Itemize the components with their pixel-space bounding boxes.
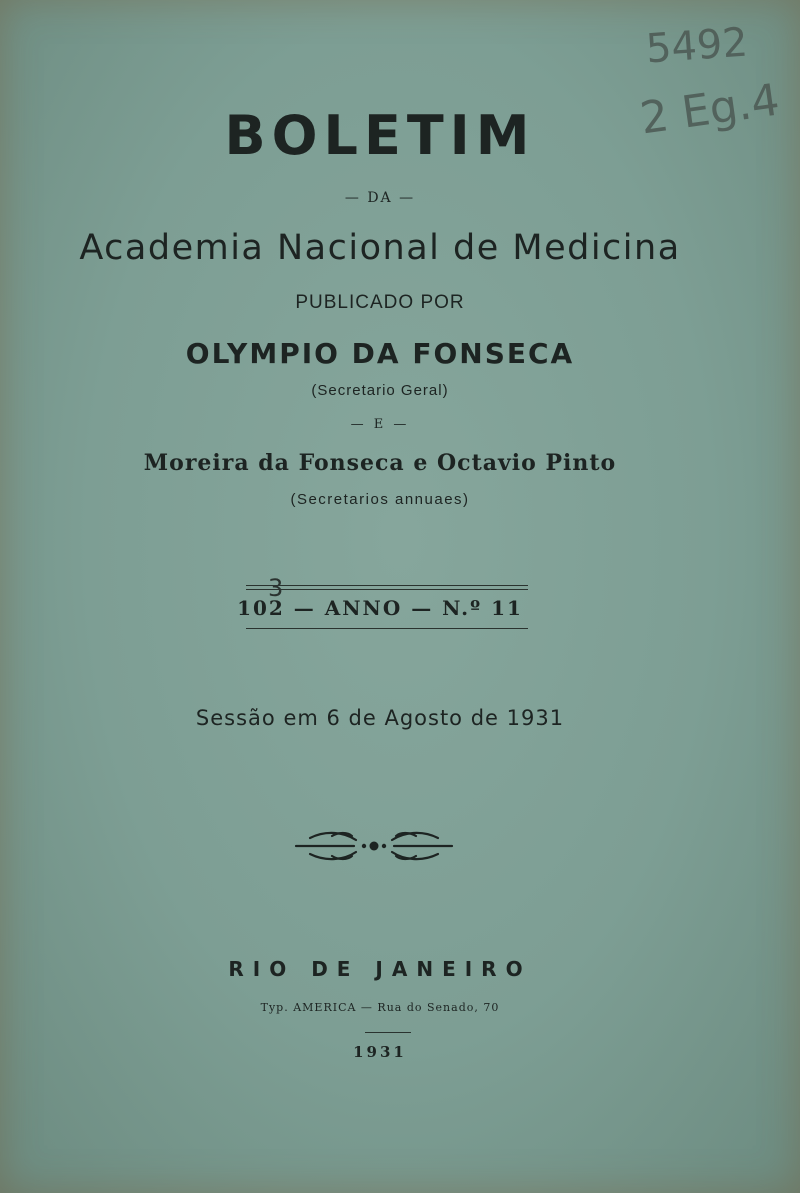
editor-name: OLYMPIO DA FONSECA <box>185 337 575 370</box>
pencil-line-1: 5492 <box>644 19 750 73</box>
issue-number: 102 — ANNO — N.º 11 <box>237 596 523 620</box>
year-rule <box>365 1032 411 1033</box>
issue-rule-top-2 <box>246 589 528 590</box>
issue-rule-top <box>246 585 528 586</box>
editor-role: (Secretario Geral) <box>311 382 449 399</box>
city-name: RIO DE JANEIRO <box>228 957 532 981</box>
ornament-flourish-icon <box>292 826 456 866</box>
publication-year: 1931 <box>353 1043 407 1061</box>
published-by: PUBLICADO POR <box>295 292 465 313</box>
secretaries-names: Moreira da Fonseca e Octavio Pinto <box>143 450 617 476</box>
connector-e: — E — <box>350 417 410 432</box>
printer-info: Typ. AMERICA — Rua do Senado, 70 <box>260 1001 500 1014</box>
cover-title: BOLETIM <box>224 104 536 167</box>
issue-rule-bottom <box>246 628 528 629</box>
secretaries-role: (Secretarios annuaes) <box>290 491 470 508</box>
pencil-line-2: 2 Eg.4 <box>637 74 783 145</box>
handwritten-correction: 3 <box>268 574 284 602</box>
da-line: — DA — <box>344 190 416 206</box>
institution-name: Academia Nacional de Medicina <box>79 228 681 268</box>
session-date: Sessão em 6 de Agosto de 1931 <box>195 706 565 730</box>
